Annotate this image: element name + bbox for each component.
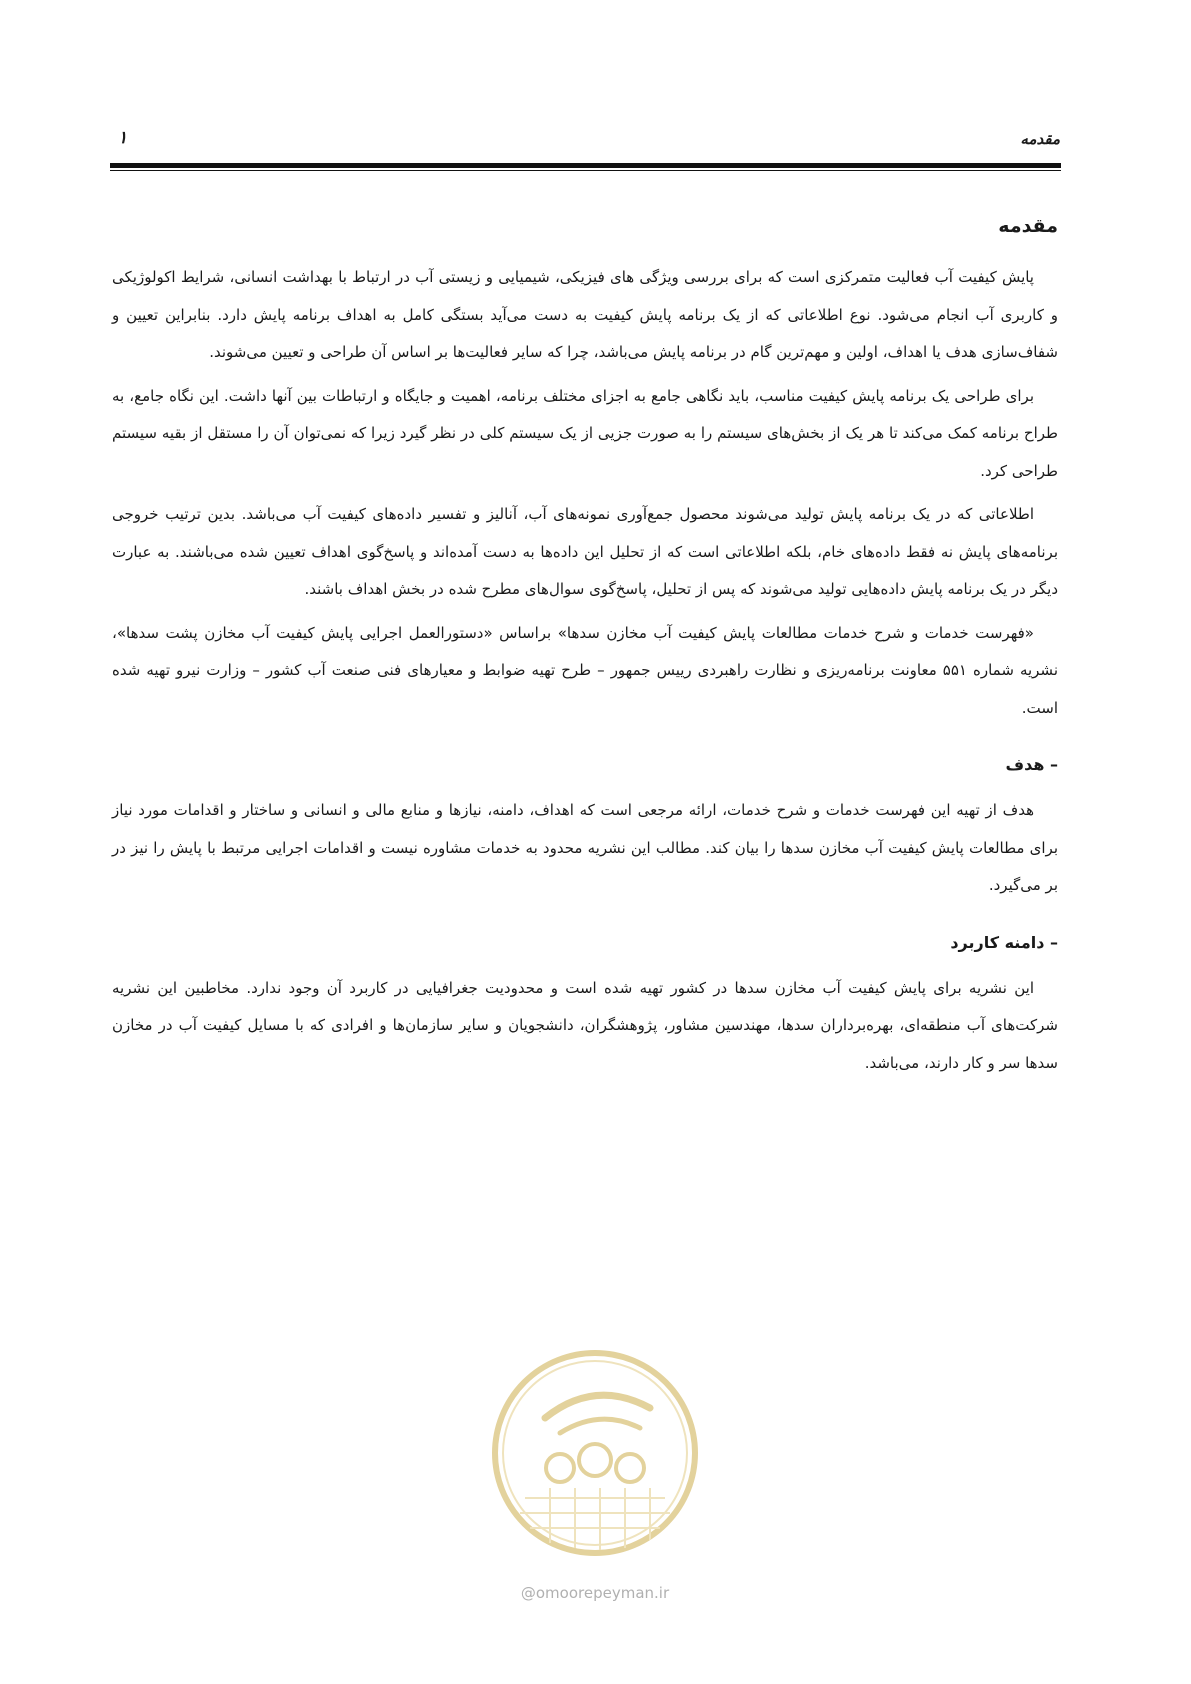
page-number: ۱ [118, 128, 128, 148]
intro-paragraph-4: «فهرست خدمات و شرح خدمات مطالعات پایش کیفیت آب مخازن سدها» براساس «دستورالعمل اجرایی پایش کیفیت آب مخازن پشت سدها»، نشریه شماره ۵۵۱ معاونت برنامه‌ریزی و نظارت راهبردی رییس جمهور – طرح تهیه ضوابط و معیارهای فنی صنعت آب کشور – وزارت نیرو تهیه شده است. [112, 623, 1058, 717]
intro-paragraph-3: اطلاعاتی که در یک برنامه پایش تولید می‌شوند محصول جمع‌آوری نمونه‌های آب، آنالیز و تفسیر داده‌های کیفیت آب می‌باشد. بدین ترتیب خروجی برنامه‌های پایش نه فقط داده‌های خام، بلکه اطلاعاتی است که از تحلیل این داده‌ها به دست آمده‌اند و پاسخ‌گوی اهداف تعیین شده می‌باشند. به عبارت دیگر در یک برنامه پایش داده‌هایی تولید می‌شوند که پس از تحلیل، پاسخ‌گوی سوال‌های مطرح شده در بخش اهداف باشند. [112, 505, 1058, 598]
header-rule-thin [110, 170, 1061, 171]
goal-paragraph: هدف از تهیه این فهرست خدمات و شرح خدمات، ارائه مرجعی است که اهداف، دامنه، نیازها و منابع مالی و انسانی و ساختار و اقدامات مورد نیاز برای مطالعات پایش کیفیت آب مخازن سدها را بیان کند. مطالب این نشریه محدود به خدمات مشاوره نیست و اقدامات اجرایی مرتبط با پایش را نیز در بر می‌گیرد. [112, 801, 1058, 894]
running-title: مقدمه [1020, 130, 1060, 148]
goal-heading: – هدف [1005, 755, 1058, 774]
intro-paragraph-1: پایش کیفیت آب فعالیت متمرکزی است که برای بررسی ویژگی های فیزیکی، شیمیایی و زیستی آب در ارتباط با بهداشت انسانی، شرایط اکولوژیکی و کاربری آب انجام می‌شود. نوع اطلاعاتی که از یک برنامه پایش کیفیت به دست می‌آید بستگی کامل به اهداف برنامه پایش دارد. بنابراین تعیین و شفاف‌سازی هدف یا اهداف، اولین و مهم‌ترین گام در برنامه پایش می‌باشد، چرا که سایر فعالیت‌ها بر اساس آن طراحی و تعیین می‌شوند. [112, 268, 1058, 361]
scope-paragraph: این نشریه برای پایش کیفیت آب مخازن سدها در کشور تهیه شده است و محدودیت جغرافیایی در کاربرد آن وجود ندارد. مخاطبین این نشریه شرکت‌های آب منطقه‌ای، بهره‌برداران سدها، مهندسین مشاور، پژوهشگران، دانشجویان و سایر سازمان‌ها و افرادی که با مسایل کیفیت آب در مخازن سدها سر و کار دارند، می‌باشد. [112, 978, 1058, 1072]
main-content [112, 215, 1058, 1088]
header-rule-thick [110, 163, 1061, 168]
section-title: مقدمه [998, 215, 1058, 237]
watermark-url: @omoorepeyman.ir [520, 1584, 670, 1602]
watermark-logo [490, 1348, 700, 1558]
running-header [110, 128, 1060, 158]
scope-heading: – دامنه کاربرد [950, 932, 1058, 952]
intro-paragraph-2: برای طراحی یک برنامه پایش کیفیت مناسب، باید نگاهی جامع به اجزای مختلف برنامه، اهمیت و جایگاه و ارتباطات بین آنها داشت. این نگاه جامع، به طراح برنامه کمک می‌کند تا هر یک از بخش‌های سیستم را به صورت جزیی از یک سیستم کلی در نظر گیرد زیرا که نمی‌توان آن را مستقل از بقیه سیستم طراحی کرد. [112, 386, 1058, 480]
